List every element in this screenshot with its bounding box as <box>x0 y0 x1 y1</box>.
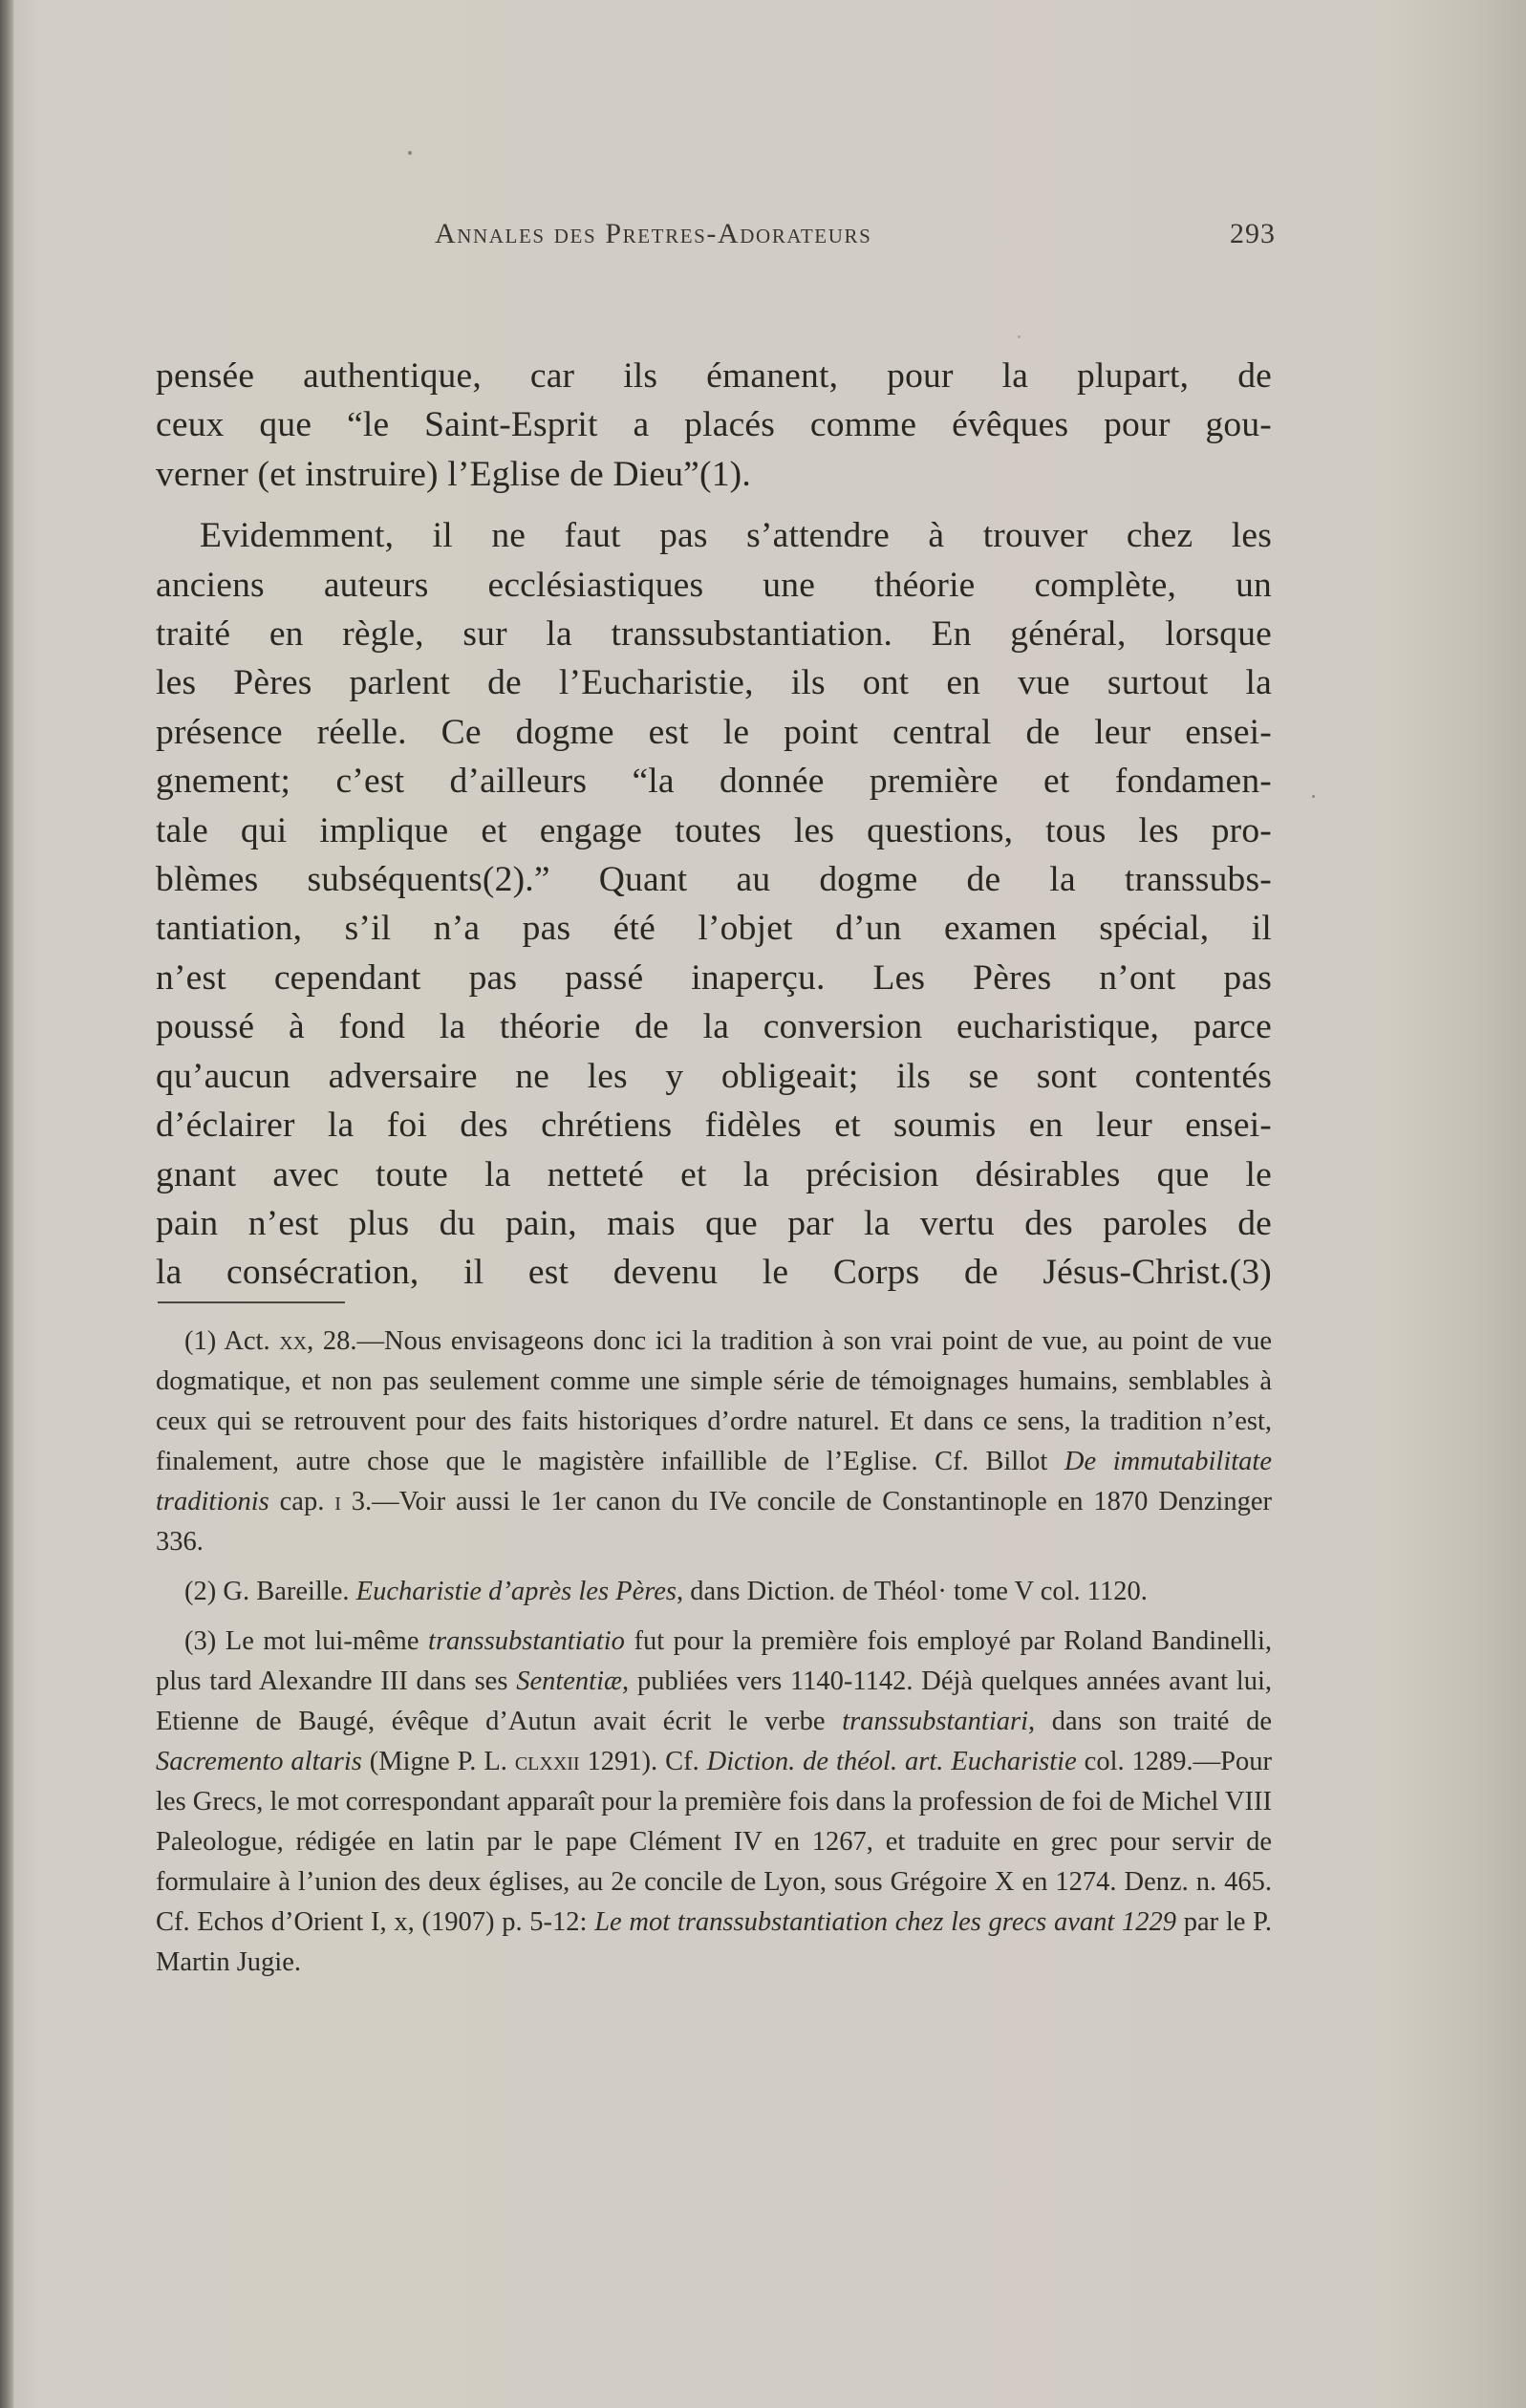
footnote-3 <box>156 1622 1272 1983</box>
footnote-text: Act. <box>224 1326 280 1356</box>
chapter-numeral: i <box>334 1487 341 1516</box>
volume-numeral: clxxii <box>514 1747 580 1776</box>
footnote-text: Le mot lui-même <box>225 1626 429 1656</box>
body-line: gnement; c’est d’ailleurs “la donnée première et fondamen- <box>156 762 1272 802</box>
body-line: ceux que “le Saint-Esprit a placés comme évêques pour gou- <box>156 405 1272 445</box>
cited-work: De immutabilitate traditionis <box>156 1447 1272 1516</box>
paper-speck <box>1312 795 1315 798</box>
footnote-text: 3.—Voir aussi le 1er canon du IVe concile de Constantinople en 1870 Denzinger 336. <box>156 1487 1272 1557</box>
body-line: qu’aucun adversaire ne les y obligeait; ils se sont contentés <box>156 1056 1272 1096</box>
italic-term: transsubstantiari <box>842 1707 1029 1736</box>
body-line: gnant avec toute la netteté et la précision désirables que le <box>156 1154 1272 1194</box>
footnote-text: par le P. Martin Jugie. <box>156 1907 1272 1977</box>
footnote-1 <box>156 1322 1272 1562</box>
paper-speck <box>1018 335 1021 338</box>
body-line: présence réelle. Ce dogme est le point central de leur ensei- <box>156 712 1272 752</box>
italic-term: Diction. de théol. art. Eucharistie <box>706 1747 1077 1776</box>
body-line: n’est cependant pas passé inaperçu. Les Pères n’ont pas <box>156 957 1272 998</box>
footnote-text: , dans Diction. de Théol· tome V col. 1120. <box>677 1577 1148 1606</box>
footnote-text: , publiées vers 1140-1142. Déjà quelques années avant lui, Etienne de Baugé, évêque d’Autun avait écrit le verbe <box>156 1666 1272 1736</box>
cited-work: Eucharistie d’après les Pères <box>355 1577 677 1606</box>
footnote-text: fut pour la première fois employé par Roland Bandinelli, plus tard Alexandre III dans ses <box>156 1626 1273 1696</box>
body-line: d’éclairer la foi des chrétiens fidèles et soumis en leur ensei- <box>156 1106 1272 1146</box>
footnote-text: col. 1289.—Pour les Grecs, le mot correspondant apparaît pour la première fois dans la profession de foi de Michel VIII Paleologue, rédigée en latin par le pape Clément IV en 1267, et traduite en grec pour servir de formulaire à l’union des deux églises, au 2e concile de Lyon, sous Grégoire X en 1274. Denz. n. 465. Cf. Echos d’Orient I, x, (1907) p. 5-12: <box>156 1747 1273 1937</box>
body-line: les Pères parlent de l’Eucharistie, ils ont en vue surtout la <box>156 663 1272 703</box>
footnote-text: , 28.—Nous envisageons donc ici la tradition à son vrai point de vue, au point de vue dogmatique, et non pas seulement comme une simple série de témoignages humains, semblables à ceux qui se retrouvent pour des faits historiques d’ordre naturel. Et dans ce sens, la tradition n’est, finalement, autre chose que le magistère infaillible de l’Eglise. Cf. Billot <box>156 1326 1272 1476</box>
italic-term: transsubstantiatio <box>428 1626 625 1656</box>
body-line: pensée authentique, car ils émanent, pour la plupart, de <box>156 356 1272 396</box>
italic-term: Sacremento altaris <box>156 1747 362 1776</box>
running-head <box>435 218 1276 256</box>
footnote-text: , dans son traité de <box>1028 1707 1272 1736</box>
body-line: poussé à fond la théorie de la conversion eucharistique, parce <box>156 1007 1272 1047</box>
body-line: blèmes subséquents(2).” Quant au dogme de la transsubs- <box>156 860 1272 900</box>
body-line: pain n’est plus du pain, mais que par la vertu des paroles de <box>156 1203 1272 1243</box>
paper-speck <box>408 151 412 155</box>
body-text <box>156 352 1272 1298</box>
body-line: tale qui implique et engage toutes les questions, tous les pro- <box>156 810 1272 850</box>
binding-edge <box>0 0 13 2408</box>
running-title: Annales des Pretres-Adorateurs <box>435 218 872 249</box>
body-line: verner (et instruire) l’Eglise de Dieu”(1). <box>156 454 751 494</box>
footnote-rule <box>158 1301 345 1303</box>
page-number: 293 <box>1230 218 1276 249</box>
body-line: anciens auteurs ecclésiastiques une théorie complète, un <box>156 565 1272 605</box>
footnote-number: (3) <box>184 1626 217 1656</box>
footnote-number: (1) <box>184 1326 217 1356</box>
body-line: Evidemment, il ne faut pas s’attendre à trouver chez les <box>200 516 1272 556</box>
footnote-number: (2) <box>184 1577 217 1606</box>
footnote-reference: xx <box>279 1326 308 1356</box>
footnotes <box>156 1322 1272 1983</box>
italic-term: Sententiæ <box>516 1666 623 1696</box>
footnote-text: cap. <box>269 1487 335 1516</box>
body-line: tantiation, s’il n’a pas été l’objet d’un examen spécial, il <box>156 909 1272 949</box>
body-line: la consécration, il est devenu le Corps de Jésus-Christ.(3) <box>156 1253 1272 1293</box>
footnote-2 <box>156 1572 1272 1612</box>
footnote-text: 1291). Cf. <box>579 1747 707 1776</box>
footnote-text: G. Bareille. <box>223 1577 356 1606</box>
body-line: traité en règle, sur la transsubstantiation. En général, lorsque <box>156 614 1272 655</box>
footnote-text: (Migne P. L. <box>361 1747 515 1776</box>
italic-term: Le mot transsubstantiation chez les grecs avant 1229 <box>594 1907 1177 1937</box>
